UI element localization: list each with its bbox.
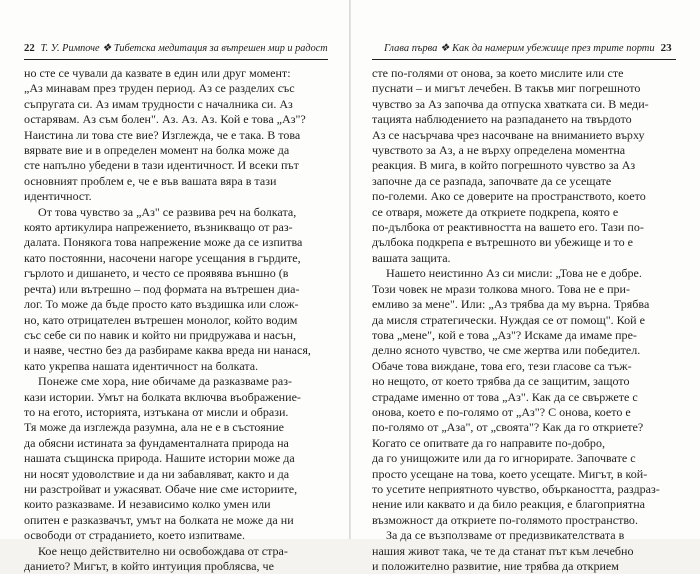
text-line: емливо за мене". Или: „Аз трябва да му върна. Трябва — [372, 297, 650, 312]
text-line: но, като отрицателен вътрешен монолог, който водим — [24, 312, 298, 327]
text-line: и положително развитие, ние трябва да открием — [372, 559, 619, 573]
text-line: Тя може да изглежда разумна, ала не е в състояние — [24, 420, 284, 435]
text-line: „Аз минавам през труден период. Аз се разделих със — [24, 81, 295, 96]
text-line: съпругата си. Аз имам трудности с началника си. Аз — [24, 96, 293, 111]
text-line: Наистина ли това сте вие? Изглежда, че е така. В това — [24, 127, 301, 142]
text-line: като укрепва нашата идентичност на болката. — [24, 358, 259, 373]
text-line: остарявам. Аз съм болен". Аз. Аз. Аз. Кой е това „Аз"? — [24, 112, 306, 127]
text-line: делно ясното чувство, че сме жертва или победител. — [372, 343, 641, 358]
text-line: по-дълбока от реактивността на вашето его. Тази по- — [372, 220, 644, 235]
text-line: ни разстройват и ужасяват. Обаче ние сме историите, — [24, 481, 298, 496]
text-line: нашия живот така, че те да станат път към лечебно — [372, 543, 634, 558]
text-line: но сте се чували да казвате в един или друг момент: — [24, 66, 291, 80]
text-line: Нашето неистинно Аз си мисли: „Това не е добре. — [386, 266, 642, 281]
right-running-header — [384, 42, 672, 54]
text-line: Понеже сме хора, ние обичаме да разказваме раз- — [38, 374, 292, 389]
left-body-text — [24, 66, 328, 574]
text-line: по-голямо от „Аза", от „своята"? Как да го откриете? — [372, 420, 644, 435]
text-line: нашата същинска природа. Нашите истории може да — [24, 451, 295, 466]
text-line: и наяве, честно без да разбираме каква вреда ни нанася, — [24, 343, 311, 358]
text-line: освободи от страданието, което изпитваме. — [24, 528, 245, 543]
text-line: по-големи. Ако се доверите на пространството, което — [372, 189, 646, 204]
text-line: то на егото, историята, изтъкана от мисли и образи. — [24, 404, 289, 419]
text-line: пуснати – и мигът лечебен. В такъв миг погрешното — [372, 81, 641, 96]
text-line: От това чувство за „Аз" се развива реч на болката, — [38, 204, 297, 219]
text-line: като постоянни, насочени нагоре усещания в гърдите, — [24, 250, 301, 265]
text-line: това „мене", кой е това „Аз"? Искаме да имаме пре- — [372, 327, 637, 342]
left-header-text: Т. У. Римпоче ❖ Тибетска медитация за вътрешен мир и радост — [40, 43, 328, 54]
text-line: реакция. В мига, в който погрешното чувство за Аз — [372, 158, 636, 173]
text-line: ни носят удоволствие и да ни забавляват, както и да — [24, 466, 290, 481]
text-line: да мисля стратегически. Нуждая се от помощ". Кой е — [372, 312, 645, 327]
text-line: но нещото, от което трябва да се защитим, защото — [372, 374, 630, 389]
text-line: със себе си по навик и който ни придружава и насън, — [24, 327, 297, 342]
text-line: гърлото и дишането, и често се проявява външно (в — [24, 266, 289, 281]
text-line: основният проблем е, че е във вашата вяра в тази — [24, 173, 277, 188]
text-line: Кое нещо действително ни освобождава от стра- — [38, 543, 288, 558]
text-line: сте напълно убедени в тази идентичност. И всеки път — [24, 158, 299, 173]
text-line: тацията наблюдението на разпадането на твърдото — [372, 112, 632, 127]
text-line: се отваря, можете да откриете подкрепа, която е — [372, 204, 619, 219]
text-line: чувство за Аз започва да отпуска хватката си. В меди- — [372, 96, 649, 111]
text-line: страдаме именно от това „Аз". Как да се свържете с — [372, 389, 638, 404]
right-page-number: 23 — [660, 42, 672, 54]
right-header-text: Глава първа ❖ Как да намерим убежище през трите порти — [384, 43, 655, 54]
text-line: то усетите неприятното чувство, объркаността, раздраз- — [372, 481, 660, 496]
text-line: Аз се насърчава чрез насочване на вниманието върху — [372, 127, 645, 142]
text-line: далата. Понякога това напрежение може да се изпитва — [24, 235, 303, 250]
text-line: вашата защита. — [372, 250, 451, 265]
text-line: възможност да откриете по-голямото пространство. — [372, 512, 638, 527]
text-line: просто усещане на това, което усещате. Мигът, в кой- — [372, 466, 648, 481]
text-line: вярвате вие и в определен момент на болка може да — [24, 143, 290, 158]
text-line: идентичност. — [24, 189, 92, 204]
text-line: чувството за Аз, а не върху определена моментна — [372, 143, 626, 158]
text-line: лог. То може да бъде просто като въздишка или слож- — [24, 297, 299, 312]
right-header-rule — [372, 59, 676, 60]
text-line: нение или каквато и да било реакция, е благоприятна — [372, 497, 646, 512]
text-line: онова, което е по-голямо от „Аз"? С онова, което е — [372, 404, 631, 419]
text-line: Когато се опитвате да го направите по-добро, — [372, 435, 605, 450]
text-line: да го унищожите или да го игнорирате. Започвате с — [372, 451, 636, 466]
text-line: дълбока подкрепа е вътрешното ви убежище и то е — [372, 235, 634, 250]
left-page — [0, 0, 349, 573]
text-line: започне да се разпада, започвате да се усещате — [372, 173, 612, 188]
text-line: сте по-голями от онова, за което мислите или сте — [372, 66, 624, 80]
right-body-text — [372, 66, 676, 574]
text-line: речта) или вътрешно – под формата на вътрешен диа- — [24, 281, 300, 296]
text-line: опитен е разказвачът, умът на болката не може да ни — [24, 512, 294, 527]
right-page — [351, 0, 700, 573]
left-running-header — [24, 42, 328, 54]
left-page-number: 22 — [24, 42, 35, 54]
text-line: Този човек не мрази толкова много. Това не е при- — [372, 281, 630, 296]
text-line: да обясни истината за фундаменталната природа на — [24, 435, 289, 450]
text-line: Обаче това виждане, това его, тези гласове са тъж- — [372, 358, 632, 373]
text-line: кази истории. Умът на болката включва въображение- — [24, 389, 301, 404]
text-line: които разказваме. И независимо колко умен или — [24, 497, 271, 512]
text-line: която артикулира напрежението, възникващо от раз- — [24, 220, 293, 235]
text-line: данието? Мигът, в който интуиция проблясва, че — [24, 559, 274, 573]
left-header-rule — [24, 59, 328, 60]
text-line: За да се възползваме от предизвикателствата в — [386, 528, 625, 543]
